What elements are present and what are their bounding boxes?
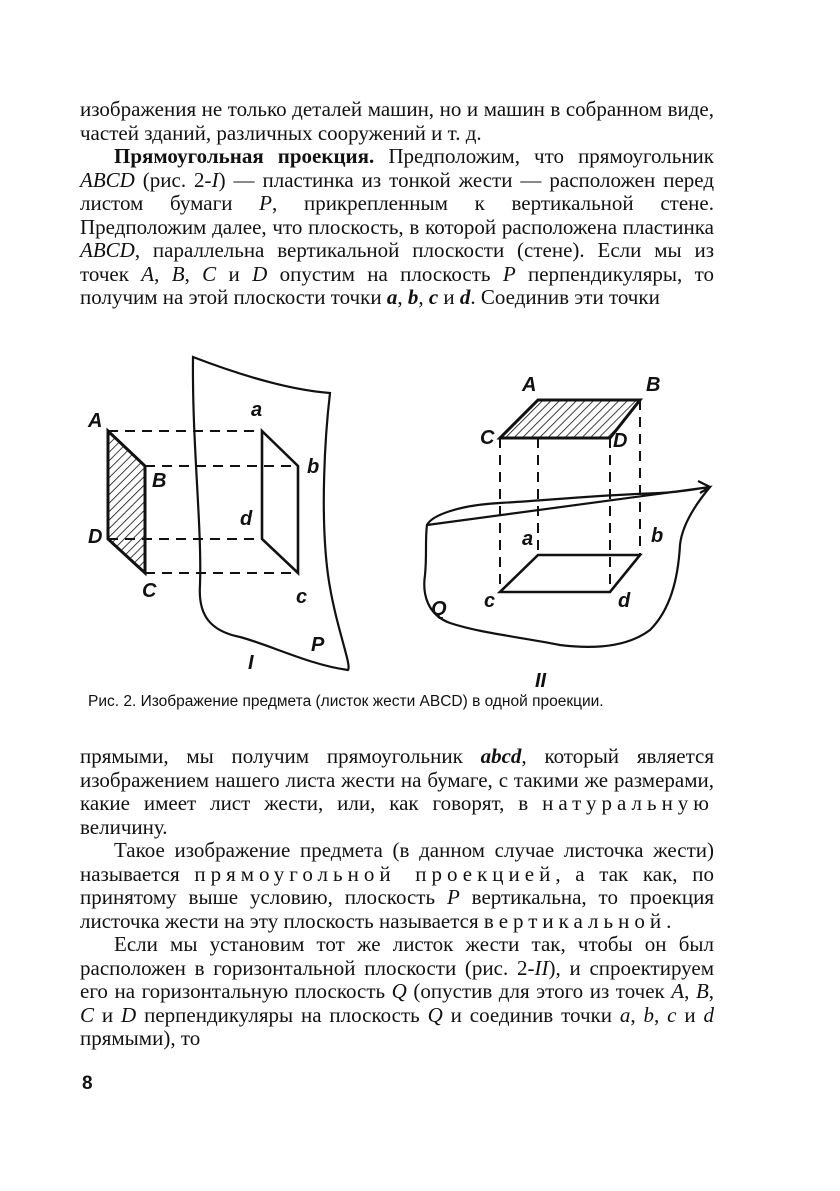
label-C-right: C [480,427,495,449]
label-D: D [88,526,103,548]
text-block-bottom [80,745,714,1051]
page-number: 8 [82,1073,93,1094]
paragraph: Такое изображение предмета (в данном случае листочка жести) называется прямоугольной проекцией, а так как, по принятому выше условию, плоскость P вертикальна, то проекция листочка жести на эту плоскость называется вертикальной. [80,838,714,933]
figure-part-two [424,374,710,692]
label-C: C [142,580,157,602]
label-B: B [152,470,167,492]
label-B-right: B [646,374,661,396]
plane-q [424,481,710,647]
paragraph: Если мы установим тот же листок жести так, чтобы он был расположен в горизонтальной плоскости (рис. 2-II), и спроектируем его на горизонтальную плоскость Q (опустив для этого из точек A, B, C и D перпендикуляры на плоскость Q и соединив точки a, b, c и d прямыми), то [80,932,715,1050]
figure-caption: Рис. 2. Изображение предмета (листок жести ABCD) в одной проекции. [88,693,604,710]
plate-abcd [108,431,145,573]
label-d-right: d [618,590,631,612]
rectangle-abcd-horizontal [500,555,640,592]
label-a: a [251,399,263,421]
rectangle-abcd [262,431,298,573]
label-Q: Q [431,598,447,620]
label-b: b [307,456,320,478]
label-figure-ii: II [535,670,547,692]
section-heading: Прямоугольная проекция. [114,144,375,168]
label-d: d [240,508,253,530]
plane-p [193,357,349,670]
label-c-right: c [484,590,496,612]
label-figure-i: I [248,652,254,674]
paragraph: прямыми, мы получим прямоугольник abcd, который является изображением нашего листа жести на бумаге, с такими же размерами, какие имеет лист жести, или, как говорят, в натуральную величину. [80,744,715,839]
figure-2 [80,345,740,695]
label-A-right: A [522,374,537,396]
figure-diagram [80,345,740,695]
label-P: P [311,634,325,656]
paragraph: изображения не только деталей машин, но и машин в собранном виде, частей зданий, различных сооружений и т. д. [80,97,714,145]
label-a-right: a [522,528,534,550]
label-b-right: b [651,525,664,547]
label-A: A [88,410,103,432]
text-block-top [80,98,714,310]
paragraph: Прямоугольная проекция. Предположим, что прямоугольник ABCD (рис. 2-I) — пластинка из тонкой жести — расположен перед листом бумаги P, прикрепленным к вертикальной стене. Предположим далее, что плоскость, в которой расположена пластинка ABCD, параллельна вертикальной плоскости (стене). Если мы из точек A, B, C и D опустим на плоскость P перпендикуляры, то получим на этой плоскости точки a, b, c и d. Соединив эти точки [80,144,715,309]
figure-part-one [87,357,349,674]
label-c: c [296,586,308,608]
label-D-right: D [613,430,628,452]
